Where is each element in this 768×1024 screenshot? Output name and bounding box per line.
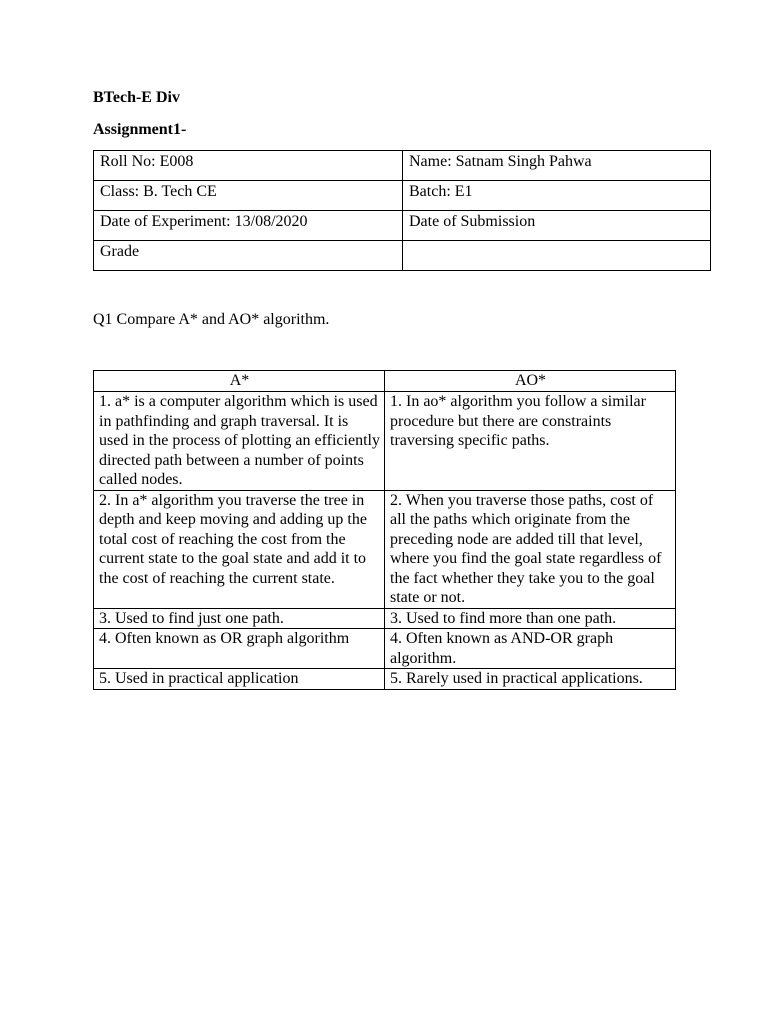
table-row <box>94 241 711 271</box>
table-row <box>94 181 711 211</box>
grade-cell: Grade <box>94 241 403 271</box>
a-star-point-5: 5. Used in practical application <box>94 669 385 690</box>
table-row <box>94 211 711 241</box>
date-of-experiment-cell: Date of Experiment: 13/08/2020 <box>94 211 403 241</box>
ao-star-point-3: 3. Used to find more than one path. <box>385 608 676 629</box>
ao-star-point-5: 5. Rarely used in practical applications. <box>385 669 676 690</box>
table-header-row <box>94 371 676 392</box>
column-header-ao-star: AO* <box>385 371 676 392</box>
question-text: Q1 Compare A* and AO* algorithm. <box>93 311 330 328</box>
grade-value-cell <box>403 241 711 271</box>
ao-star-point-2: 2. When you traverse those paths, cost of all the paths which originate from the preceding node are added till that level, where you find the goal state regardless of the fact whether they take you to the goal state or not. <box>385 490 676 608</box>
table-row <box>94 669 676 690</box>
table-row <box>94 490 676 608</box>
batch-cell: Batch: E1 <box>403 181 711 211</box>
table-row <box>94 629 676 669</box>
table-row <box>94 151 711 181</box>
column-header-a-star: A* <box>94 371 385 392</box>
ao-star-point-1: 1. In ao* algorithm you follow a similar procedure but there are constraints traversing specific paths. <box>385 392 676 491</box>
class-cell: Class: B. Tech CE <box>94 181 403 211</box>
date-of-submission-cell: Date of Submission <box>403 211 711 241</box>
a-star-point-1: 1. a* is a computer algorithm which is used in pathfinding and graph traversal. It is used in the process of plotting an efficiently directed path between a number of points called nodes. <box>94 392 385 491</box>
assignment-heading: Assignment1- <box>93 121 187 138</box>
table-row <box>94 608 676 629</box>
roll-no-cell: Roll No: E008 <box>94 151 403 181</box>
ao-star-point-4: 4. Often known as AND-OR graph algorithm. <box>385 629 676 669</box>
a-star-point-3: 3. Used to find just one path. <box>94 608 385 629</box>
comparison-table <box>93 370 676 690</box>
student-info-table <box>93 150 711 271</box>
division-heading: BTech-E Div <box>93 89 180 106</box>
table-row <box>94 392 676 491</box>
name-cell: Name: Satnam Singh Pahwa <box>403 151 711 181</box>
a-star-point-2: 2. In a* algorithm you traverse the tree in depth and keep moving and adding up the total cost of reaching the cost from the current state to the goal state and add it to the cost of reaching the current state. <box>94 490 385 608</box>
a-star-point-4: 4. Often known as OR graph algorithm <box>94 629 385 669</box>
